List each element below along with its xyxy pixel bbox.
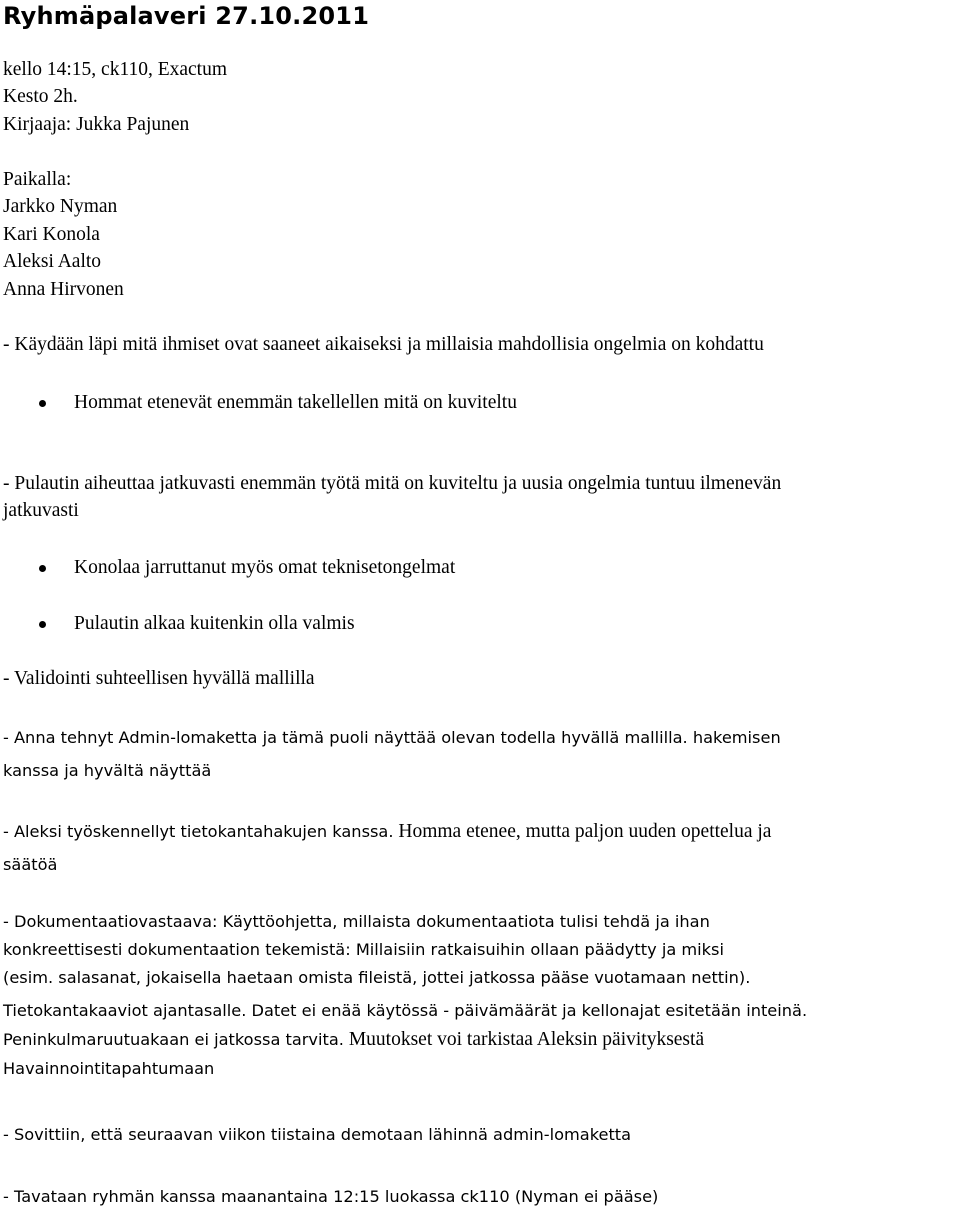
documentation-item-line: - Dokumentaatiovastaava: Käyttöohjetta, millaista dokumentaatiota tulisi tehdä ja ihan: [3, 912, 710, 931]
anna-item-line: - Anna tehnyt Admin-lomaketta ja tämä puoli näyttää olevan todella hyvällä mallilla. hakemisen: [3, 728, 781, 747]
attendee-name: Anna Hirvonen: [3, 279, 124, 300]
documentation-item-part: Muutokset voi tarkistaa Aleksin päivityksestä: [343, 1029, 705, 1050]
pulautin-item-line: jatkuvasti: [3, 500, 79, 521]
meeting-time-place: kello 14:15, ck110, Exactum: [3, 59, 228, 80]
documentation-item-part: Peninkulmaruutuakaan ei jatkossa tarvita.: [3, 1030, 344, 1049]
documentation-item-line: Tietokantakaaviot ajantasalle. Datet ei enää käytössä - päivämäärät ja kellonajat esitetään inteinä.: [3, 1001, 808, 1020]
anna-item-line: kanssa ja hyvältä näyttää: [3, 761, 212, 780]
validation-item: - Validointi suhteellisen hyvällä mallilla: [3, 668, 315, 689]
aleksi-item-part: - Aleksi työskennellyt tietokantahakujen kanssa.: [3, 822, 394, 841]
aleksi-item-part: Homma etenee, mutta paljon uuden opettelua ja: [393, 821, 772, 842]
documentation-item-line: konkreettisesti dokumentaation tekemistä: Millaisiin ratkaisuihin ollaan päädytty ja miksi: [3, 940, 724, 959]
attendee-name: Jarkko Nyman: [3, 196, 118, 217]
attendee-name: Aleksi Aalto: [3, 251, 102, 272]
attendance-label: Paikalla:: [3, 169, 72, 190]
bullet-text: Hommat etenevät enemmän takellellen mitä on kuviteltu: [74, 392, 517, 413]
documentation-item-line: Havainnointitapahtumaan: [3, 1059, 215, 1078]
aleksi-item-line: säätöä: [3, 855, 58, 874]
bullet-icon: [39, 621, 46, 628]
documentation-item-line: (esim. salasanat, jokaisella haetaan omista fileistä, jottei jatkossa pääse vuotamaan nettin).: [3, 968, 751, 987]
bullet-text: Pulautin alkaa kuitenkin olla valmis: [74, 613, 355, 634]
progress-review-item: - Käydään läpi mitä ihmiset ovat saaneet aikaiseksi ja millaisia mahdollisia ongelmia on kohdattu: [3, 334, 764, 355]
meeting-duration: Kesto 2h.: [3, 86, 78, 107]
pulautin-item-line: - Pulautin aiheuttaa jatkuvasti enemmän työtä mitä on kuviteltu ja uusia ongelmia tuntuu ilmenevän: [3, 473, 782, 494]
documentation-item-line: [3, 1027, 704, 1053]
meeting-recorder: Kirjaaja: Jukka Pajunen: [3, 114, 190, 135]
demo-agreement-item: - Sovittiin, että seuraavan viikon tiistaina demotaan lähinnä admin-lomaketta: [3, 1125, 632, 1144]
aleksi-item-line: [3, 819, 771, 845]
document-title: Ryhmäpalaveri 27.10.2011: [3, 2, 370, 30]
bullet-icon: [39, 400, 46, 407]
next-meeting-item: - Tavataan ryhmän kanssa maanantaina 12:15 luokassa ck110 (Nyman ei pääse): [3, 1187, 659, 1206]
attendee-name: Kari Konola: [3, 224, 100, 245]
bullet-icon: [39, 565, 46, 572]
bullet-text: Konolaa jarruttanut myös omat teknisetongelmat: [74, 557, 456, 578]
